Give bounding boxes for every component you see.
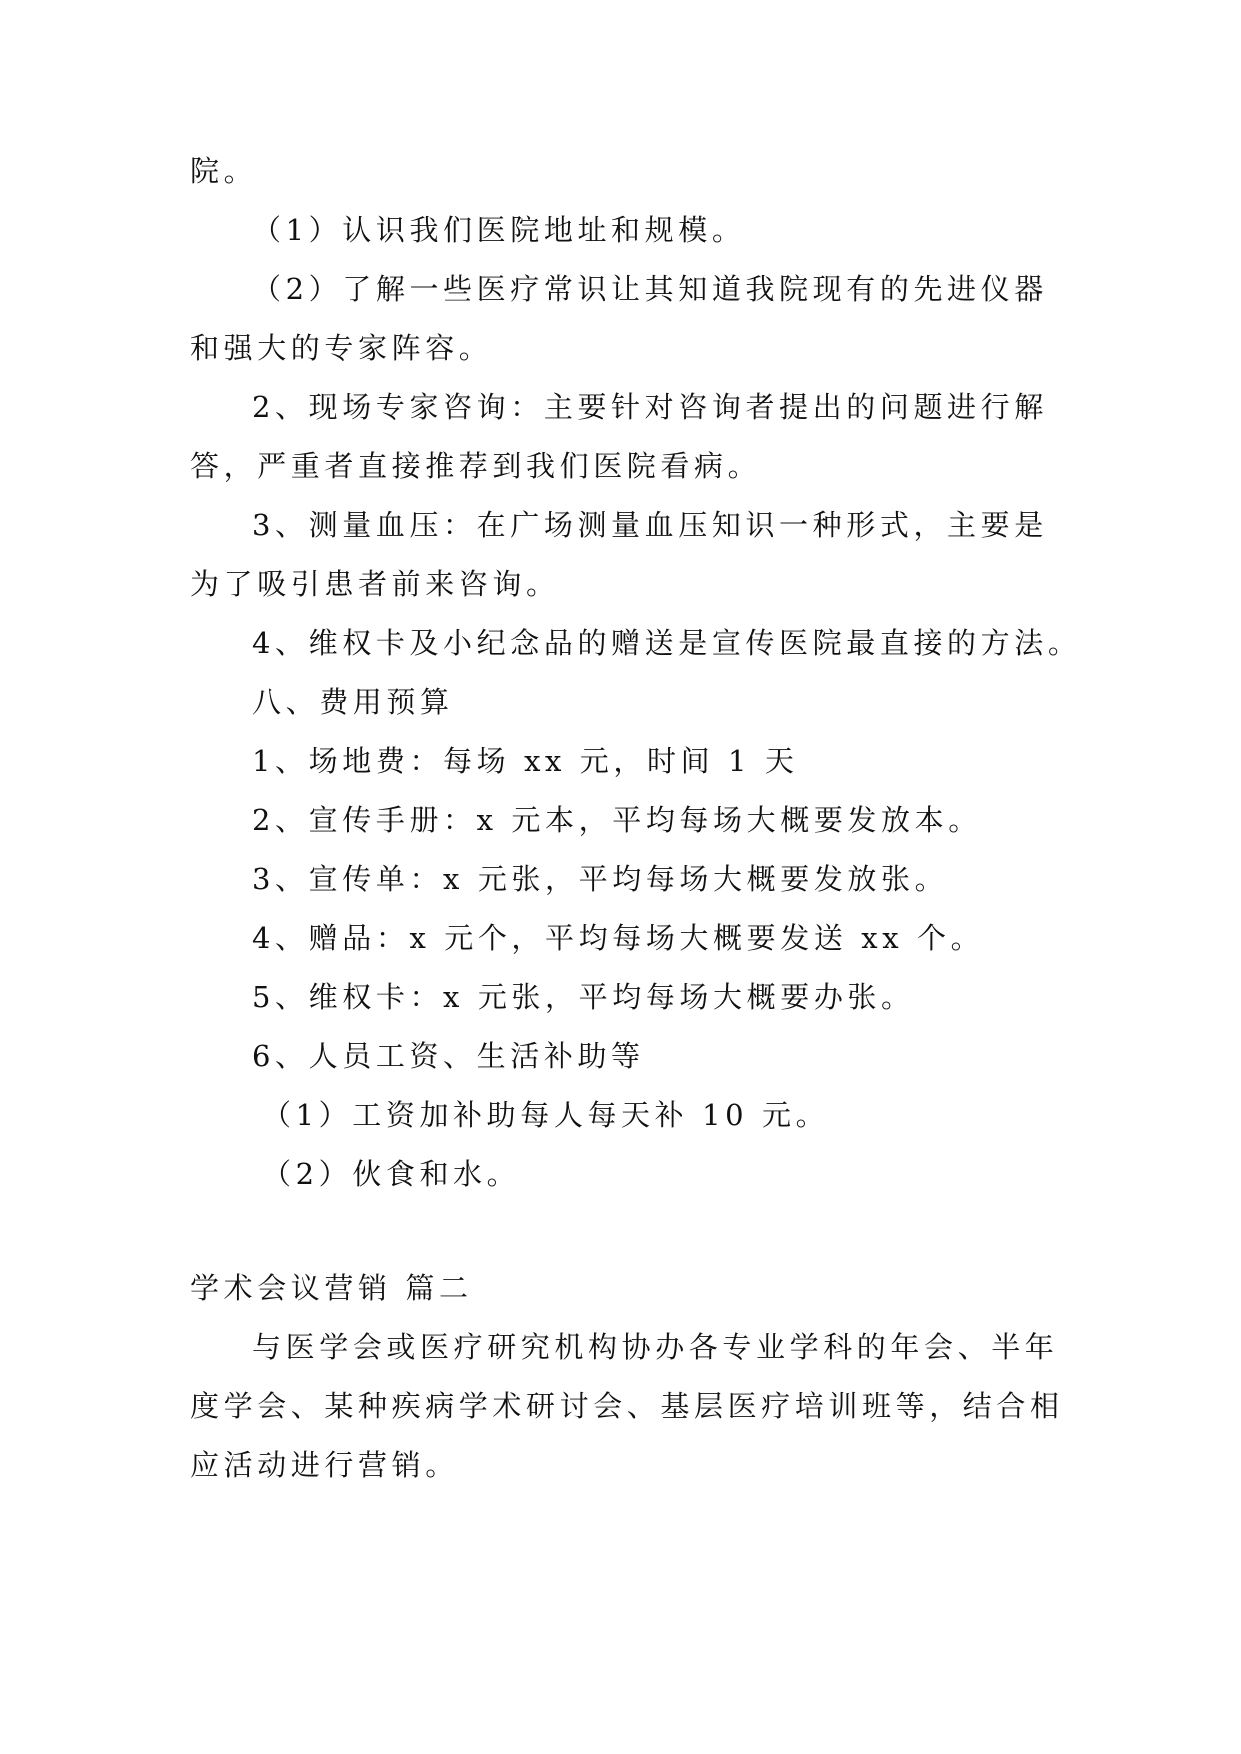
paragraph-line-4: 和强大的专家阵容。	[190, 331, 493, 365]
paragraph-line-2: （1）认识我们医院地址和规模。	[252, 213, 746, 247]
paragraph-line-1: 院。	[190, 154, 258, 188]
paragraph-line-6: 答，严重者直接推荐到我们医院看病。	[190, 449, 762, 483]
budget-item-2: 2、宣传手册：x 元本，平均每场大概要发放本。	[252, 803, 982, 837]
paragraph-line-3: （2）了解一些医疗常识让其知道我院现有的先进仪器	[252, 272, 1048, 306]
budget-subitem-2: （2）伙食和水。	[262, 1157, 521, 1191]
section-title-part-two: 学术会议营销 篇二	[190, 1271, 473, 1305]
budget-item-6: 6、人员工资、生活补助等	[252, 1039, 645, 1073]
paragraph-line-21: 度学会、某种疾病学术研讨会、基层医疗培训班等，结合相	[190, 1389, 1064, 1423]
paragraph-line-7: 3、测量血压：在广场测量血压知识一种形式，主要是	[252, 508, 1048, 542]
paragraph-line-20: 与医学会或医疗研究机构协办各专业学科的年会、半年	[252, 1330, 1059, 1364]
paragraph-line-22: 应活动进行营销。	[190, 1448, 459, 1482]
budget-item-1: 1、场地费：每场 xx 元，时间 1 天	[252, 744, 799, 778]
budget-item-5: 5、维权卡：x 元张，平均每场大概要办张。	[252, 980, 915, 1014]
budget-item-3: 3、宣传单：x 元张，平均每场大概要发放张。	[252, 862, 949, 896]
section-heading-budget: 八、费用预算	[252, 685, 454, 719]
paragraph-line-9: 4、维权卡及小纪念品的赠送是宣传医院最直接的方法。	[252, 626, 1082, 660]
paragraph-line-8: 为了吸引患者前来咨询。	[190, 567, 560, 601]
budget-subitem-1: （1）工资加补助每人每天补 10 元。	[262, 1098, 830, 1132]
paragraph-line-5: 2、现场专家咨询：主要针对咨询者提出的问题进行解	[252, 390, 1048, 424]
budget-item-4: 4、赠品：x 元个，平均每场大概要发送 xx 个。	[252, 921, 985, 955]
